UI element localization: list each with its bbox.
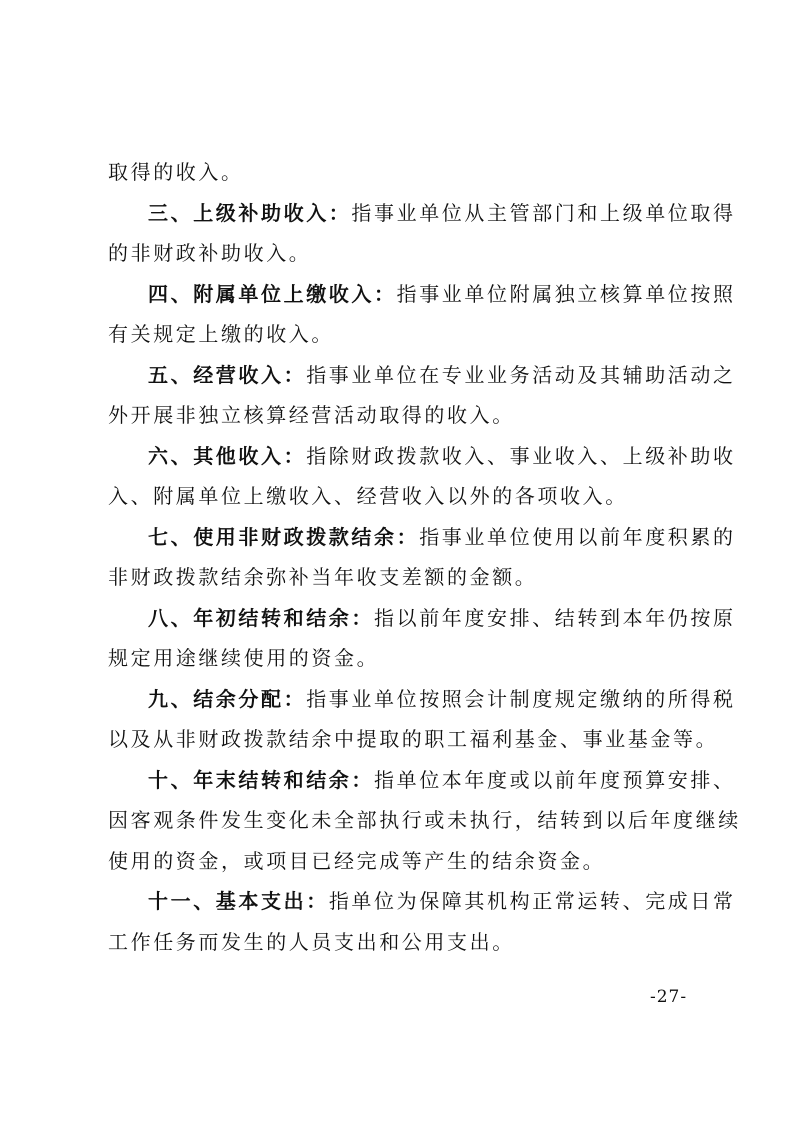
definition-term: 五、经营收入：	[148, 362, 307, 387]
definition-line	[108, 881, 736, 922]
definition-line	[108, 193, 736, 234]
text-line	[108, 476, 696, 517]
definition-term: 九、结余分配：	[148, 686, 307, 711]
definition-term: 三、上级补助收入：	[148, 200, 352, 225]
definition-text: 指事业单位从主管部门和上级单位取得	[351, 200, 736, 225]
line-text: 使用的资金，或项目已经完成等产生的结余资金。	[108, 848, 606, 873]
text-line	[108, 922, 696, 963]
line-text: 因客观条件发生变化未全部执行或未执行，结转到以后年度继续	[108, 808, 741, 832]
definition-term: 四、附属单位上缴收入：	[148, 281, 397, 306]
text-line	[108, 557, 696, 598]
definition-text: 指单位为保障其机构正常运转、完成日常	[328, 889, 736, 913]
text-line	[108, 800, 741, 841]
line-text: 规定用途继续使用的资金。	[108, 646, 380, 670]
definition-text: 指事业单位在专业业务活动及其辅助活动之	[306, 362, 736, 387]
definition-text: 指事业单位使用以前年度积累的	[419, 524, 736, 549]
document-body	[108, 152, 741, 962]
definition-text: 指事业单位附属独立核算单位按照	[396, 281, 736, 306]
definition-line	[108, 517, 736, 558]
line-text: 有关规定上缴的收入。	[108, 322, 334, 346]
line-text: 的非财政补助收入。	[108, 241, 312, 265]
definition-term: 七、使用非财政拨款结余：	[148, 524, 420, 549]
definition-line	[108, 760, 736, 801]
definition-term: 八、年初结转和结余：	[148, 605, 374, 630]
definition-text: 指事业单位按照会计制度规定缴纳的所得税	[306, 686, 736, 711]
definition-term: 十、年末结转和结余：	[148, 767, 374, 792]
definition-line	[108, 355, 736, 396]
line-text: 以及从非财政拨款结余中提取的职工福利基金、事业基金等。	[108, 727, 719, 751]
line-text: 外开展非独立核算经营活动取得的收入。	[108, 403, 515, 427]
text-line	[108, 314, 696, 355]
line-text: 非财政拨款结余弥补当年收支差额的金额。	[108, 565, 538, 589]
text-line	[108, 152, 696, 193]
line-text: 取得的收入。	[108, 160, 244, 184]
definition-text: 指单位本年度或以前年度预算安排、	[374, 767, 736, 792]
page-number: -27-	[650, 987, 688, 1007]
definition-line	[108, 436, 736, 477]
definition-line	[108, 274, 736, 315]
definition-term: 六、其他收入：	[148, 443, 307, 468]
definition-text: 指以前年度安排、结转到本年仍按原	[374, 605, 736, 630]
definition-line	[108, 679, 736, 720]
text-line	[108, 638, 696, 679]
text-line	[108, 233, 696, 274]
definition-term: 十一、基本支出：	[148, 889, 329, 913]
text-line	[108, 719, 719, 760]
definition-text: 指除财政拨款收入、事业收入、上级补助收	[306, 443, 736, 468]
definition-line	[108, 598, 736, 639]
line-text: 工作任务而发生的人员支出和公用支出。	[108, 929, 515, 954]
text-line	[108, 395, 696, 436]
text-line	[108, 841, 696, 882]
line-text: 入、附属单位上缴收入、经营收入以外的各项收入。	[108, 484, 628, 508]
